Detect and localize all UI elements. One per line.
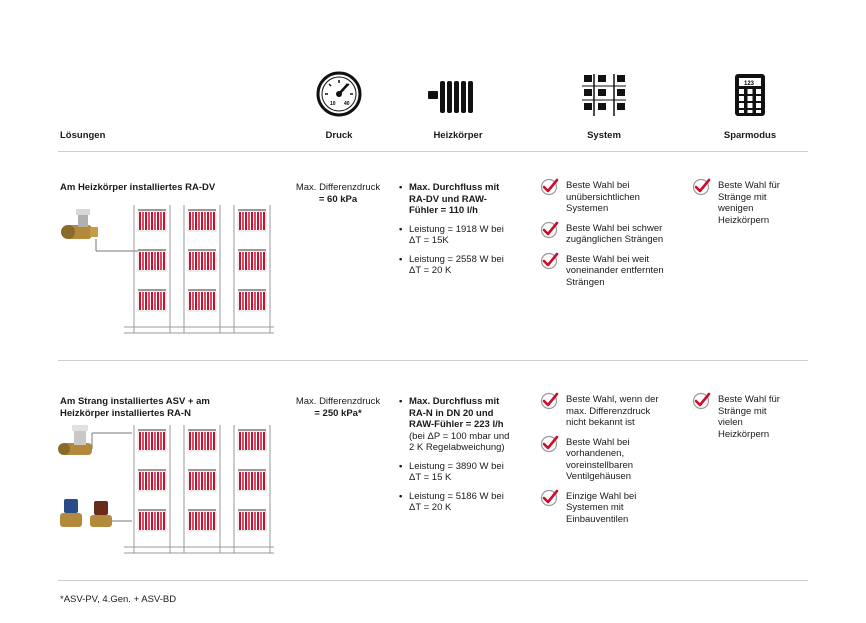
radiator <box>188 469 216 491</box>
gauge-label-right: 40 <box>344 101 350 107</box>
row2-druck-label: Max. Differenzdruck <box>295 396 381 407</box>
radiator <box>188 209 216 231</box>
row2-radiator-grid <box>124 425 274 553</box>
check-icon <box>540 392 560 410</box>
row2-heizkoerper-list <box>399 396 511 521</box>
row2-system-item: Beste Wahl, wenn der max. Differenzdruck nicht bekannt ist <box>540 394 670 429</box>
row1-system-item: Beste Wahl bei unübersichtlichen Systemen <box>540 180 670 215</box>
pressure-gauge-icon <box>316 71 362 117</box>
system-risers-icon <box>580 72 628 118</box>
row1-druck <box>290 182 386 206</box>
row1-heiz-item: • Leistung = 1918 W bei ΔT = 15K <box>399 224 511 247</box>
row2-heiz-item: • Leistung = 5186 W bei ΔT = 20 K <box>399 491 511 514</box>
header-loesungen: Lösungen <box>60 130 106 141</box>
ra-n-valve-image <box>58 425 132 455</box>
row1-spar-item: Beste Wahl für Stränge mit wenigen Heizkörpern <box>692 180 782 226</box>
radiator <box>138 429 166 451</box>
radiator <box>188 289 216 311</box>
row1-heiz-item: • Max. Durchfluss mit RA-DV und RAW-Fühler = 110 l/h <box>399 182 511 217</box>
row1-sparmodus <box>692 180 782 234</box>
row1-system-diagram <box>56 205 276 340</box>
row2-system-item: Einzige Wahl bei Systemen mit Einbauventilen <box>540 491 670 526</box>
calculator-icon <box>735 74 765 116</box>
radiator <box>238 429 266 451</box>
divider-header <box>58 151 808 152</box>
radiator <box>138 469 166 491</box>
radiator <box>138 289 166 311</box>
asv-valves-image <box>60 499 132 527</box>
radiator-icon <box>428 79 476 115</box>
check-icon <box>540 252 560 270</box>
row2-system-diagram <box>56 425 281 560</box>
row1-heizkoerper-list <box>399 182 511 284</box>
radiator <box>238 469 266 491</box>
header-druck: Druck <box>325 130 353 141</box>
row1-heiz-item: • Leistung = 2558 W bei ΔT = 20 K <box>399 254 511 277</box>
radiator <box>238 289 266 311</box>
check-icon <box>692 392 712 410</box>
radiator <box>188 429 216 451</box>
row2-sparmodus <box>692 394 782 448</box>
row1-system-list <box>540 180 670 296</box>
radiator <box>238 509 266 531</box>
row1-title: Am Heizkörper installiertes RA-DV <box>60 182 216 193</box>
row2-system-list <box>540 394 670 533</box>
radiator <box>138 509 166 531</box>
row2-heiz-item: • Max. Durchfluss mit RA-N in DN 20 und RAW-Fühler = 223 l/h (bei ΔP = 100 mbar und 2 K Regelabweichung) <box>399 396 511 454</box>
check-icon <box>540 178 560 196</box>
radiator <box>238 249 266 271</box>
check-icon <box>540 221 560 239</box>
header-system: System <box>587 130 621 141</box>
footnote: *ASV-PV, 4.Gen. + ASV-BD <box>60 594 177 605</box>
check-icon <box>540 435 560 453</box>
ra-dv-valve-image <box>61 209 138 251</box>
row2-heiz-item: • Leistung = 3890 W bei ΔT = 15 K <box>399 461 511 484</box>
divider-footer <box>58 580 808 581</box>
header-sparmodus: Sparmodus <box>723 130 777 141</box>
row2-druck-value: = 250 kPa* <box>314 408 362 419</box>
row1-druck-value: = 60 kPa <box>318 194 358 205</box>
row2-title: Am Strang installiertes ASV + am Heizkörper installiertes RA-N <box>60 396 210 419</box>
row1-system-item: Beste Wahl bei schwer zugänglichen Strängen <box>540 223 670 246</box>
gauge-label-left: 10 <box>330 101 336 107</box>
row1-system-item: Beste Wahl bei weit voneinander entfernten Strängen <box>540 254 670 289</box>
radiator <box>138 249 166 271</box>
radiator <box>238 209 266 231</box>
radiator <box>138 209 166 231</box>
check-icon <box>692 178 712 196</box>
row1-radiator-grid <box>124 205 274 333</box>
check-icon <box>540 489 560 507</box>
row2-druck <box>290 396 386 420</box>
divider-row <box>58 360 808 361</box>
row1-druck-label: Max. Differenzdruck <box>295 182 381 193</box>
radiator <box>188 249 216 271</box>
row2-spar-item: Beste Wahl für Stränge mit vielen Heizkörpern <box>692 394 782 440</box>
header-heizkoerper: Heizkörper <box>433 130 483 141</box>
calculator-display: 123 <box>744 81 755 87</box>
row2-system-item: Beste Wahl bei vorhandenen, voreinstellbaren Ventilgehäusen <box>540 437 670 483</box>
radiator <box>188 509 216 531</box>
